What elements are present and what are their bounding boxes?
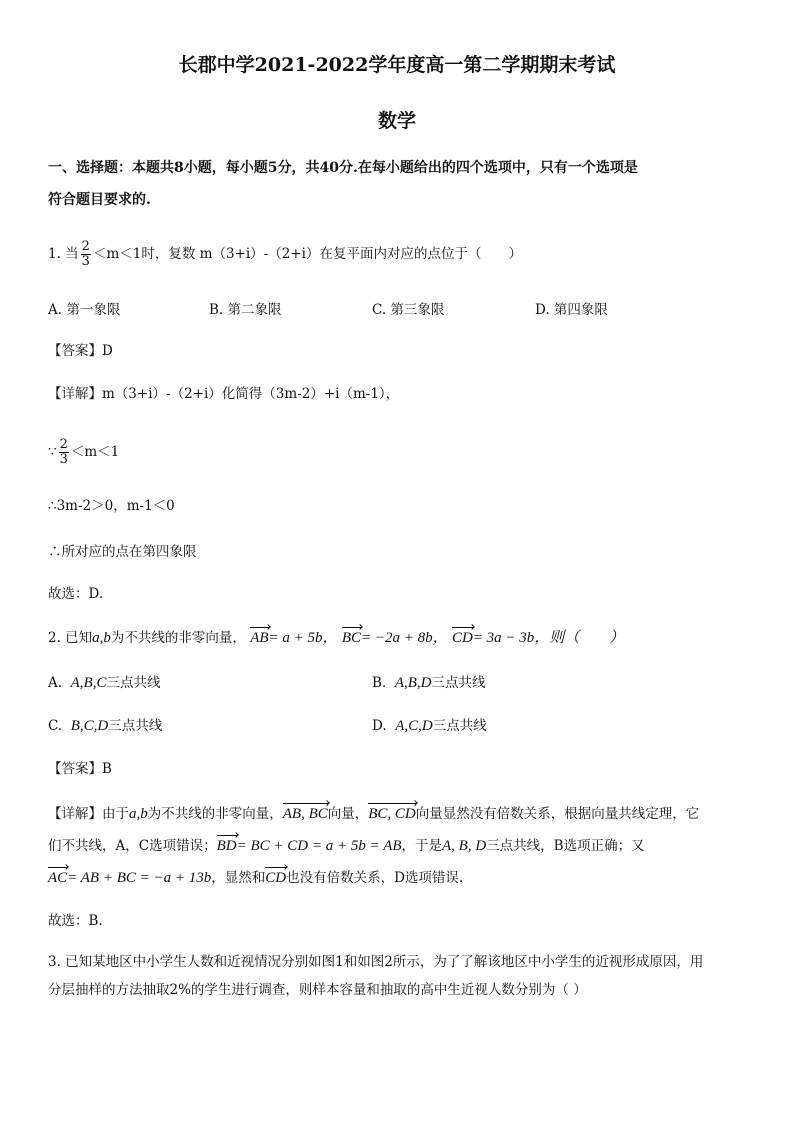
q2-option-d: D. A,C,D三点共线 bbox=[372, 718, 487, 734]
vector-ac: AC bbox=[48, 870, 68, 886]
q1-choose: 故选：D. bbox=[48, 586, 104, 602]
q2-option-b: B. A,B,D三点共线 bbox=[372, 675, 486, 691]
q1-option-c: C. 第三象限 bbox=[372, 302, 445, 318]
q1-prefix: 1. 当 bbox=[48, 246, 79, 262]
q1-since-fraction bbox=[59, 438, 69, 467]
vector-bc: BC bbox=[341, 630, 362, 646]
q1-since bbox=[48, 438, 119, 467]
vector-cd-ref: CD bbox=[265, 870, 287, 886]
vector-ab: AB bbox=[250, 630, 269, 646]
since-symbol: ∵ bbox=[48, 444, 57, 460]
q3-stem-line2: 分层抽样的方法抽取2%的学生进行调查，则样本容量和抽取的高中生近视人数分别为（ ） bbox=[48, 982, 587, 998]
q1-therefore-2: ∴所对应的点在第四象限 bbox=[48, 544, 197, 560]
q1-option-d: D. 第四象限 bbox=[535, 302, 608, 318]
q2-detail-line3: AC= AB + BC = −a + 13b，显然和CD也没有倍数关系，D选项错误. bbox=[48, 870, 464, 886]
section-heading-line2: 符合题目要求的. bbox=[48, 192, 151, 208]
q2-option-a: A. A,B,C三点共线 bbox=[48, 675, 161, 691]
q3-stem-line1: 3. 已知某地区中小学生人数和近视情况分别如图1和如图2所示，为了了解该地区中小学生的近视形成原因，用 bbox=[48, 954, 704, 970]
q2-stem bbox=[48, 628, 624, 648]
subject-title: 数学 bbox=[377, 110, 416, 132]
q1-since-den: 3 bbox=[59, 452, 68, 467]
q1-since-num: 2 bbox=[59, 437, 68, 452]
q2-option-c: C. B,C,D三点共线 bbox=[48, 718, 163, 734]
q1-stem bbox=[48, 240, 522, 269]
q1-expression: m（3+i）-（2+i）在复平面内对应的点位于（ ） bbox=[199, 246, 522, 262]
vector-bd: BD bbox=[216, 838, 237, 854]
vector-cd: CD bbox=[451, 630, 473, 646]
section-heading-line1: 一、选择题：本题共8小题，每小题5分，共40分.在每小题给出的四个选项中，只有一个选项是 bbox=[48, 160, 638, 176]
exam-title: 长郡中学2021-2022学年度高一第二学期期末考试 bbox=[178, 54, 616, 76]
vectors-bc-cd: BC, CD bbox=[368, 806, 416, 822]
vectors-ab-bc: AB, BC bbox=[282, 806, 328, 822]
q1-fraction bbox=[81, 240, 91, 269]
q2-prefix: 2. 已知 bbox=[48, 630, 93, 646]
q1-condition: ＜m＜1时，复数 bbox=[92, 246, 196, 262]
q1-option-b: B. 第二象限 bbox=[209, 302, 282, 318]
q2-v2-expr: = −2a + 8b， bbox=[361, 630, 448, 646]
q1-answer: 【答案】D bbox=[48, 343, 113, 359]
q2-vectors-ab: a,b bbox=[92, 630, 111, 646]
q2-v3-expr: = 3a − 3b，则（ ） bbox=[472, 630, 625, 646]
q1-since-rest: ＜m＜1 bbox=[70, 444, 120, 460]
q1-fraction-den: 3 bbox=[81, 254, 90, 269]
q1-therefore-1: ∴3m-2＞0，m-1＜0 bbox=[48, 498, 175, 514]
q2-detail-line1: 【详解】由于a,b为不共线的非零向量，AB, BC向量，BC, CD向量显然没有倍数关系，根据向量共线定理，它 bbox=[48, 806, 700, 822]
q2-detail-line2: 们不共线，A，C选项错误；BD= BC + CD = a + 5b = AB，于是A, B, D三点共线，B选项正确；又 bbox=[48, 838, 645, 854]
q1-option-a: A. 第一象限 bbox=[48, 302, 121, 318]
q2-v1-expr: = a + 5b， bbox=[268, 630, 338, 646]
q1-fraction-num: 2 bbox=[81, 239, 90, 254]
q2-answer: 【答案】B bbox=[48, 761, 112, 777]
q2-stem-mid: 为不共线的非零向量， bbox=[110, 630, 246, 646]
q1-detail: 【详解】m（3+i）-（2+i）化简得（3m-2）+i（m-1）， bbox=[48, 386, 400, 402]
q2-choose: 故选：B. bbox=[48, 913, 103, 929]
